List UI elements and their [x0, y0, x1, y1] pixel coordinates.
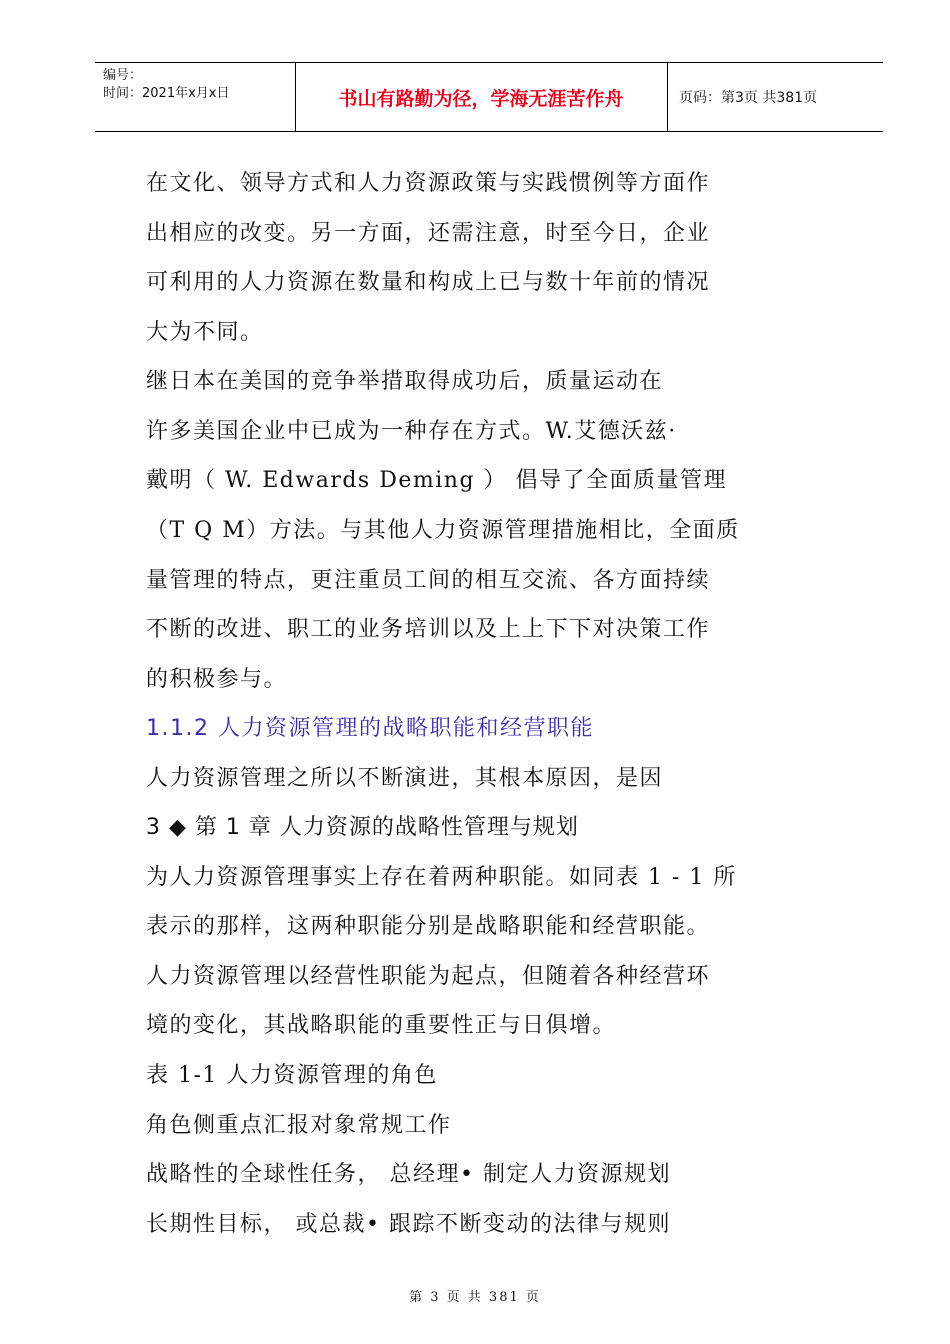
page-footer: 第 3 页 共 381 页: [409, 1290, 541, 1305]
body-line: 人力资源管理之所以不断演进，其根本原因，是因: [146, 766, 664, 791]
chapter-running-header: 3 ◆ 第 1 章 人力资源的战略性管理与规划: [146, 815, 579, 840]
body-line: 表示的那样，这两种职能分别是战略职能和经营职能。: [146, 914, 711, 939]
body-line: 境的变化，其战略职能的重要性正与日俱增。: [146, 1013, 617, 1038]
body-line: 在文化、领导方式和人力资源政策与实践惯例等方面作: [146, 171, 711, 196]
header-page-label: 页码：第3页 共381页: [679, 90, 818, 106]
section-heading: 1.1.2 人力资源管理的战略职能和经营职能: [146, 716, 594, 741]
body-line: 出相应的改变。另一方面，还需注意，时至今日，企业: [146, 221, 711, 246]
header-meta-cell: [95, 63, 296, 131]
body-line: 继日本在美国的竞争举措取得成功后，质量运动在: [146, 369, 664, 394]
header-motto: 书山有路勤为径，学海无涯苦作舟: [295, 63, 668, 131]
table-header-row: 角色侧重点汇报对象常规工作: [146, 1113, 452, 1138]
table-row: 长期性目标， 或总裁• 跟踪不断变动的法律与规则: [146, 1212, 671, 1237]
body-line: （T Q M）方法。与其他人力资源管理措施相比，全面质: [146, 518, 740, 543]
body-line: 人力资源管理以经营性职能为起点，但随着各种经营环: [146, 964, 711, 989]
body-line: 为人力资源管理事实上存在着两种职能。如同表 1 - 1 所: [146, 865, 737, 890]
body-line: 量管理的特点，更注重员工间的相互交流、各方面持续: [146, 568, 711, 593]
page-header: [95, 62, 883, 132]
body-line: 大为不同。: [146, 320, 264, 345]
body-line: 的积极参与。: [146, 667, 288, 692]
body-line: 许多美国企业中已成为一种存在方式。W.艾德沃兹·: [146, 419, 677, 444]
body-line: 不断的改进、职工的业务培训以及上上下下对决策工作: [146, 617, 711, 642]
body-line: 戴明（ W. Edwards Deming ） 倡导了全面质量管理: [146, 468, 728, 493]
document-number-label: 编号：: [103, 68, 143, 83]
document-time-label: 时间：2021年x月x日: [103, 86, 230, 101]
body-line: 可利用的人力资源在数量和构成上已与数十年前的情况: [146, 270, 711, 295]
table-row: 战略性的全球性任务， 总经理• 制定人力资源规划: [146, 1162, 671, 1187]
table-caption: 表 1-1 人力资源管理的角色: [146, 1063, 438, 1088]
